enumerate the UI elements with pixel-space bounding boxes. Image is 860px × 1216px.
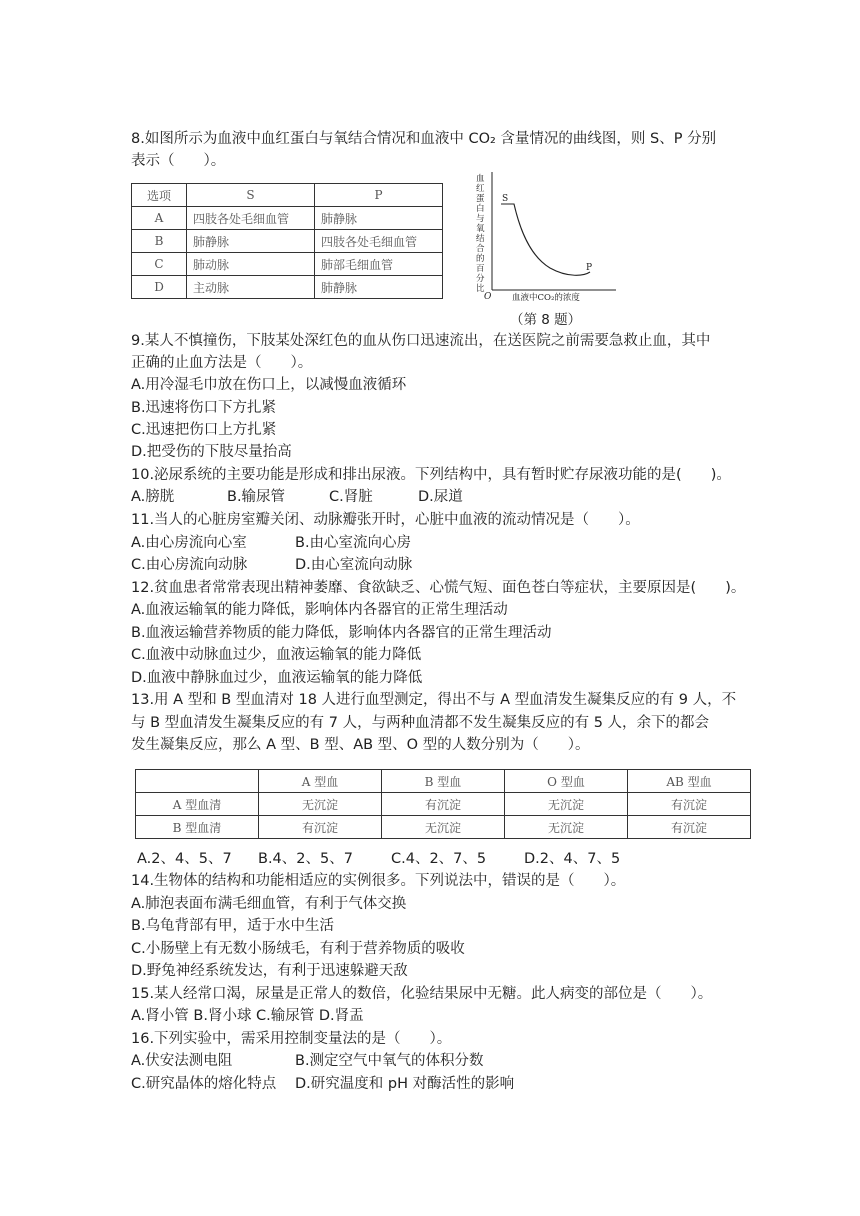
graph-point-p-label: P [586,263,593,273]
q8-graph [470,170,620,306]
table-cell: 肺动脉 [187,253,315,276]
table-row [136,793,751,816]
table-cell: B 型血清 [136,816,259,839]
table-cell: 有沉淀 [382,793,505,816]
table-cell: A [132,207,187,230]
table-row [132,207,443,230]
ylabel-char: 与 [476,214,485,224]
ylabel-char: 合 [476,244,485,254]
q12-option-c: C.血液中动脉血过少，血液运输氧的能力降低 [131,647,422,663]
q10-stem: 10.泌尿系统的主要功能是形成和排出尿液。下列结构中，具有暂时贮存尿液功能的是( )。 [131,467,731,483]
q10-option-b: B.输尿管 [227,489,286,505]
table-header-cell: 选项 [132,184,187,207]
q13-stem-line1: 13.用 A 型和 B 型血清对 18 人进行血型测定，得出不与 A 型血清发生凝集反应的有 9 人，不 [131,692,737,708]
q16-option-a: A.伏安法测电阻 [131,1053,233,1069]
table-cell: 无沉淀 [505,816,628,839]
q13-stem-line2: 与 B 型血清发生凝集反应的有 7 人，与两种血清都不发生凝集反应的有 5 人，余下的都会 [131,715,710,731]
table-cell: 有沉淀 [628,816,751,839]
table-cell: 主动脉 [187,276,315,299]
graph-curve [501,204,593,275]
table-cell: 无沉淀 [505,793,628,816]
q12-stem: 12.贫血患者常常表现出精神萎靡、食欲缺乏、心慌气短、面色苍白等症状，主要原因是( )。 [131,580,746,596]
q14-option-b: B.乌龟背部有甲，适于水中生活 [131,918,335,934]
table-header-cell: P [315,184,443,207]
table-cell: 肺部毛细血管 [315,253,443,276]
q12-option-a: A.血液运输氧的能力降低，影响体内各器官的正常生理活动 [131,602,508,618]
q9-stem-line1: 9.某人不慎撞伤，下肢某处深红色的血从伤口迅速流出，在送医院之前需要急救止血，其中 [131,333,711,349]
q12-option-d: D.血液中静脉血过少，血液运输氧的能力降低 [131,670,423,686]
ylabel-char: 氧 [476,224,485,234]
q16-option-d: D.研究温度和 pH 对酶活性的影响 [295,1076,515,1092]
q12-option-b: B.血液运输营养物质的能力降低，影响体内各器官的正常生理活动 [131,625,552,641]
table-cell: 肺静脉 [315,207,443,230]
table-cell: 肺静脉 [315,276,443,299]
q15-stem: 15.某人经常口渴，尿量是正常人的数倍，化验结果尿中无糖。此人病变的部位是（ ）。 [131,986,713,1002]
ylabel-char: 的 [476,254,485,264]
table-header-cell [136,770,259,793]
q9-option-c: C.迅速把伤口上方扎紧 [131,422,277,438]
q8-stem-line2: 表示（ ）。 [131,153,226,169]
table-header-cell: O 型血 [505,770,628,793]
q9-option-a: A.用冷湿毛巾放在伤口上，以减慢血液循环 [131,377,407,393]
graph-origin-label: O [484,292,492,302]
q9-stem-line2: 正确的止血方法是（ ）。 [131,355,313,371]
table-header-row [136,770,751,793]
ylabel-char: 比 [476,284,485,294]
table-row [132,276,443,299]
ylabel-char: 结 [476,234,485,244]
q16-option-b: B.测定空气中氧气的体积分数 [295,1053,484,1069]
table-cell: C [132,253,187,276]
ylabel-char: 分 [476,274,485,284]
table-cell: D [132,276,187,299]
ylabel-char: 红 [476,184,485,194]
q11-option-b: B.由心室流向心房 [295,535,412,551]
q14-option-c: C.小肠壁上有无数小肠绒毛，有利于营养物质的吸收 [131,941,465,957]
q13-option-b: B.4、2、5、7 [258,851,353,867]
table-header-cell: AB 型血 [628,770,751,793]
table-cell: 四肢各处毛细血管 [187,207,315,230]
table-cell: 有沉淀 [628,793,751,816]
table-row [136,816,751,839]
q13-option-c: C.4、2、7、5 [391,851,487,867]
q13-option-d: D.2、4、7、5 [524,851,621,867]
q11-stem: 11.当人的心脏房室瓣关闭、动脉瓣张开时，心脏中血液的流动情况是（ ）。 [131,512,640,528]
table-header-cell: S [187,184,315,207]
q16-stem: 16.下列实验中，需采用控制变量法的是（ ）。 [131,1031,452,1047]
table-cell: 四肢各处毛细血管 [315,230,443,253]
graph-x-label: 血液中CO₂的浓度 [512,293,580,303]
q9-option-b: B.迅速将伤口下方扎紧 [131,400,277,416]
q13-stem-line3: 发生凝集反应，那么 A 型、B 型、AB 型、O 型的人数分别为（ ）。 [131,737,590,753]
q16-option-c: C.研究晶体的熔化特点 [131,1076,277,1092]
q10-option-c: C.肾脏 [329,489,373,505]
graph-point-s-label: S [502,194,509,204]
q15-options: A.肾小管 B.肾小球 C.输尿管 D.肾盂 [131,1008,364,1024]
q13-blood-type-table [135,769,751,839]
ylabel-char: 血 [476,174,485,184]
ylabel-char: 百 [476,264,485,274]
table-cell: 有沉淀 [259,816,382,839]
q8-figure-caption: （第 8 题） [510,312,582,328]
graph-ylabel [476,173,485,294]
q10-option-d: D.尿道 [418,489,463,505]
q14-stem: 14.生物体的结构和功能相适应的实例很多。下列说法中，错误的是（ ）。 [131,873,626,889]
ylabel-char: 白 [476,204,485,214]
table-header-cell: B 型血 [382,770,505,793]
table-header-cell: A 型血 [259,770,382,793]
q9-option-d: D.把受伤的下肢尽量抬高 [131,444,292,460]
q13-option-a: A.2、4、5、7 [137,851,232,867]
table-header-row [132,184,443,207]
table-cell: 无沉淀 [259,793,382,816]
q8-stem-line1: 8.如图所示为血液中血红蛋白与氧结合情况和血液中 CO₂ 含量情况的曲线图，则 S、P 分别 [131,131,717,147]
q8-options-table [131,183,443,299]
ylabel-char: 蛋 [476,194,485,204]
q11-option-d: D.由心室流向动脉 [295,557,413,573]
q14-option-d: D.野兔神经系统发达，有利于迅速躲避天敌 [131,963,408,979]
q14-option-a: A.肺泡表面布满毛细血管，有利于气体交换 [131,896,407,912]
table-row [132,253,443,276]
table-cell: 无沉淀 [382,816,505,839]
table-row [132,230,443,253]
table-cell: B [132,230,187,253]
q10-option-a: A.膀胱 [131,489,175,505]
q11-option-c: C.由心房流向动脉 [131,557,248,573]
table-cell: A 型血清 [136,793,259,816]
table-cell: 肺静脉 [187,230,315,253]
q11-option-a: A.由心房流向心室 [131,535,247,551]
